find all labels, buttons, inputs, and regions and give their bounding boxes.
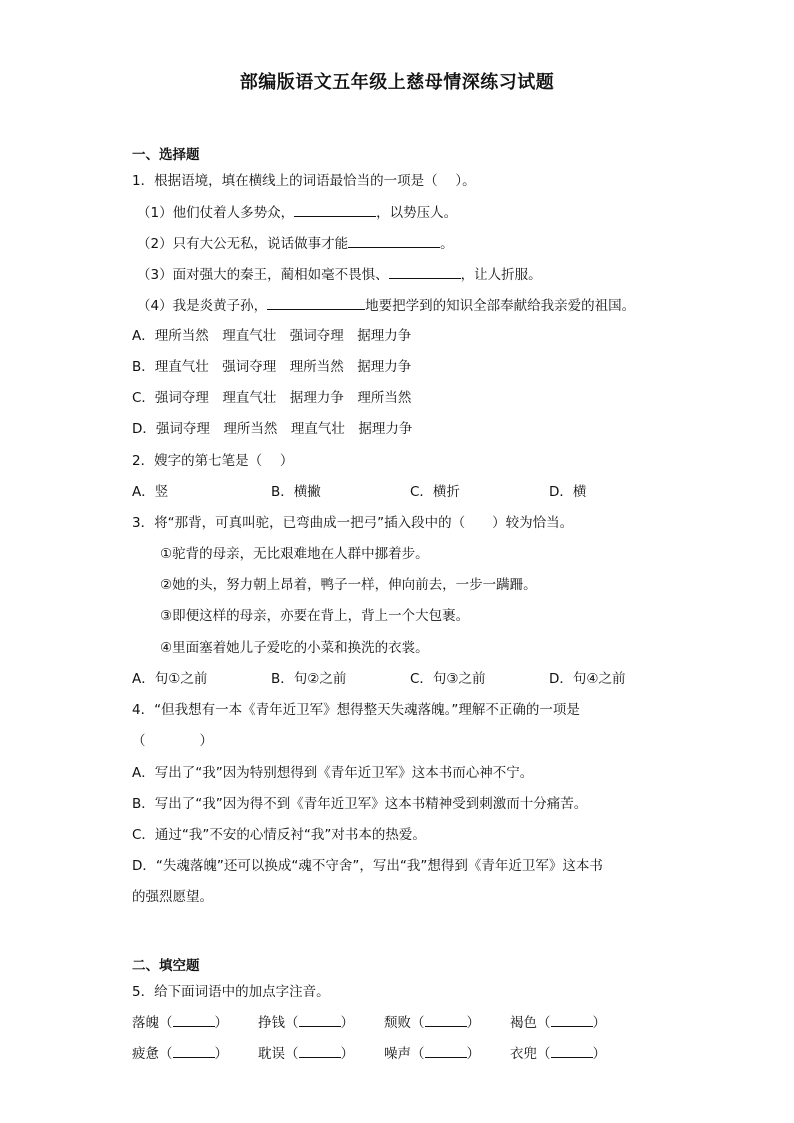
document-title: 部编版语文五年级上慈母情深练习试题 xyxy=(239,72,555,93)
q1-s4-text-a: （4）我是炎黄子孙， xyxy=(137,298,268,314)
q5-close-paren: ） xyxy=(214,1046,228,1062)
q1-sentence-1 xyxy=(137,202,457,223)
q5-word xyxy=(132,1013,258,1033)
q1-s1-blank xyxy=(294,202,376,217)
q1-s2-text-a: （2）只有大公无私，说话做事才能 xyxy=(137,236,349,252)
q3-passage-4: ④里面塞着她儿子爱吃的小菜和换洗的衣裳。 xyxy=(160,640,429,656)
q2-option-d: D．横 xyxy=(549,484,587,500)
q1-option-a: A．理所当然 理直气壮 强词夺理 据理力争 xyxy=(132,328,412,344)
q1-sentence-4 xyxy=(137,295,635,316)
q1-s1-text-a: （1）他们仗着人多势众， xyxy=(137,205,295,221)
q4-stem: 4．“但我想有一本《青年近卫军》想得整天失魂落魄。”理解不正确的一项是 xyxy=(132,702,580,718)
q1-sentence-3 xyxy=(137,264,542,285)
q3-option-b: B．句②之前 xyxy=(271,671,347,687)
q5-answer-blank xyxy=(173,1044,215,1058)
q5-word-label: 落魄（ xyxy=(132,1015,173,1031)
q5-word-label: 衣兜（ xyxy=(510,1046,551,1062)
q5-word xyxy=(258,1013,384,1033)
q5-row-2 xyxy=(132,1044,636,1064)
q5-close-paren: ） xyxy=(340,1046,354,1062)
q2-option-a: A．竖 xyxy=(132,484,169,500)
q5-answer-blank xyxy=(173,1013,215,1027)
q3-stem: 3．将“那背，可真叫驼，已弯曲成一把弓”插入段中的（ ）较为恰当。 xyxy=(132,515,574,531)
q5-close-paren: ） xyxy=(592,1015,606,1031)
q3-passage-1: ①驼背的母亲，无比艰难地在人群中挪着步。 xyxy=(160,546,429,562)
q4-answer-paren: （ ） xyxy=(132,733,213,749)
q5-close-paren: ） xyxy=(466,1015,480,1031)
q1-s1-text-b: ，以势压人。 xyxy=(376,205,458,221)
q1-option-b: B．理直气壮 强词夺理 理所当然 据理力争 xyxy=(132,359,412,375)
q5-row-1 xyxy=(132,1013,636,1033)
q2-option-b: B．横撇 xyxy=(271,484,321,500)
q5-answer-blank xyxy=(425,1013,467,1027)
q5-answer-blank xyxy=(425,1044,467,1058)
q5-answer-blank xyxy=(299,1013,341,1027)
q2-options xyxy=(132,482,652,502)
q4-option-d-line1: D．“失魂落魄”还可以换成“魂不守舍”，写出“我”想得到《青年近卫军》这本书 xyxy=(132,858,603,874)
q5-close-paren: ） xyxy=(214,1015,228,1031)
q5-word xyxy=(132,1044,258,1064)
q5-answer-blank xyxy=(551,1044,593,1058)
q1-s3-text-b: ，让人折服。 xyxy=(460,267,542,283)
q5-answer-blank xyxy=(299,1044,341,1058)
q1-s2-blank xyxy=(348,233,440,248)
q1-s2-text-b: 。 xyxy=(440,236,454,252)
q3-passage-3: ③即便这样的母亲，亦要在背上，背上一个大包裹。 xyxy=(160,608,470,624)
q4-option-b: B．写出了“我”因为得不到《青年近卫军》这本书精神受到刺激而十分痛苦。 xyxy=(132,796,588,812)
q4-option-d-line2: 的强烈愿望。 xyxy=(132,889,213,905)
q5-word xyxy=(384,1013,510,1033)
q5-answer-blank xyxy=(551,1013,593,1027)
q3-option-d: D．句④之前 xyxy=(549,671,626,687)
q4-option-c: C．通过“我”不安的心情反衬“我”对书本的热爱。 xyxy=(132,827,426,843)
q1-s3-blank xyxy=(389,264,461,279)
q5-word-label: 挣钱（ xyxy=(258,1015,299,1031)
q1-sentence-2 xyxy=(137,233,454,254)
q5-word xyxy=(384,1044,510,1064)
q5-word-label: 噪声（ xyxy=(384,1046,425,1062)
section-heading-choice: 一、选择题 xyxy=(132,147,200,163)
q5-close-paren: ） xyxy=(466,1046,480,1062)
q2-option-c: C．横折 xyxy=(410,484,460,500)
q5-word xyxy=(510,1044,636,1064)
q5-word-label: 颓败（ xyxy=(384,1015,425,1031)
q5-word-label: 褐色（ xyxy=(510,1015,551,1031)
q1-s4-text-b: 地要把学到的知识全部奉献给我亲爱的祖国。 xyxy=(365,298,636,314)
q5-close-paren: ） xyxy=(340,1015,354,1031)
q5-word-label: 耽误（ xyxy=(258,1046,299,1062)
section-heading-fill: 二、填空题 xyxy=(132,958,200,974)
q3-options xyxy=(132,669,652,689)
q3-option-c: C．句③之前 xyxy=(410,671,486,687)
q3-passage-2: ②她的头，努力朝上昂着，鸭子一样，伸向前去，一步一蹒跚。 xyxy=(160,577,537,593)
q3-option-a: A．句①之前 xyxy=(132,671,208,687)
q5-word xyxy=(510,1013,636,1033)
q1-s3-text-a: （3）面对强大的秦王，蔺相如毫不畏惧、 xyxy=(137,267,389,283)
q4-option-a: A．写出了“我”因为特别想得到《青年近卫军》这本书而心神不宁。 xyxy=(132,765,534,781)
q1-option-c: C．强词夺理 理直气壮 据理力争 理所当然 xyxy=(132,390,412,406)
q5-stem: 5．给下面词语中的加点字注音。 xyxy=(132,984,330,1000)
q5-close-paren: ） xyxy=(592,1046,606,1062)
q1-option-d: D．强词夺理 理所当然 理直气壮 据理力争 xyxy=(132,421,413,437)
q2-stem: 2．嫂字的第七笔是（ ） xyxy=(132,453,294,469)
q5-word-label: 疲惫（ xyxy=(132,1046,173,1062)
q5-word xyxy=(258,1044,384,1064)
q1-s4-blank xyxy=(267,295,365,310)
q1-stem: 1．根据语境，填在横线上的词语最恰当的一项是（ ）。 xyxy=(132,173,476,189)
